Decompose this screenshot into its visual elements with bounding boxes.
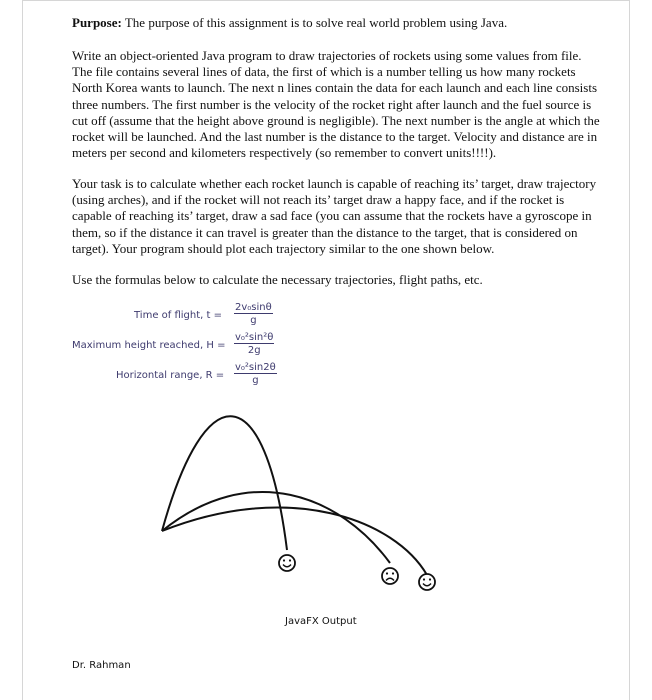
paragraph-3: Use the formulas below to calculate the necessary trajectories, flight paths, etc. [72,272,483,287]
trajectory-arc-tall [162,416,287,550]
formula-label: Horizontal range, R = [116,370,225,381]
formula-fraction [234,332,274,356]
formula-numerator: v₀²sin2θ [235,362,276,373]
formula-numerator: 2v₀sinθ [235,302,272,313]
trajectory-diagram [150,405,450,595]
happy-face-icon [279,555,295,571]
happy-face-icon [419,574,435,590]
formula-fraction [234,302,273,326]
formula-denominator: 2g [247,345,261,356]
purpose-line [72,15,600,31]
page-border-right [629,0,630,700]
formula-denominator: g [252,375,259,386]
page-border-left [22,0,23,700]
formula-time-of-flight [72,302,332,334]
formula-max-height [72,332,332,364]
formula-fraction [234,362,277,386]
trajectory-arc-medium [162,492,390,563]
formula-block [72,302,332,402]
formula-horizontal-range [72,362,332,394]
sad-face-icon [382,568,398,584]
formula-label: Time of flight, t = [134,310,222,321]
formula-numerator: v₀²sin²θ [235,332,274,343]
purpose-label: Purpose: [72,15,122,30]
formula-denominator: g [250,315,257,326]
formula-label: Maximum height reached, H = [72,340,226,351]
paragraph-2: Your task is to calculate whether each rocket launch is capable of reaching its’ target, draw trajectory (using arches), and if the rocket will not reach its’ target draw a happy face, and if the rocket is capable of reaching its’ target, draw a sad face (you can assume that the rockets have a gyroscope in them, so if the distance it can travel is greater than the distance to the target, that is considered on target). Your program should plot each trajectory similar to the one shown below. [72,176,597,256]
paragraph-1: Write an object-oriented Java program to draw trajectories of rockets using some values from file. The file contains several lines of data, the first of which is a number telling us how many rockets North Korea wants to launch. The next n lines contain the data for each launch and each line consists three numbers. The first number is the velocity of the rocket right after launch and the fuel source is cut off (assume that the height above ground is negligible). The next number is the angle at which the rocket will be launched. And the last number is the distance to the target. Velocity and distance are in meters per second and kilometers respectively (so remember to convert units!!!!). [72,48,600,161]
diagram-caption: JavaFX Output [285,616,357,627]
purpose-text: The purpose of this assignment is to solve real world problem using Java. [121,15,508,30]
author-footer: Dr. Rahman [72,660,131,671]
page-border-top [22,0,630,1]
